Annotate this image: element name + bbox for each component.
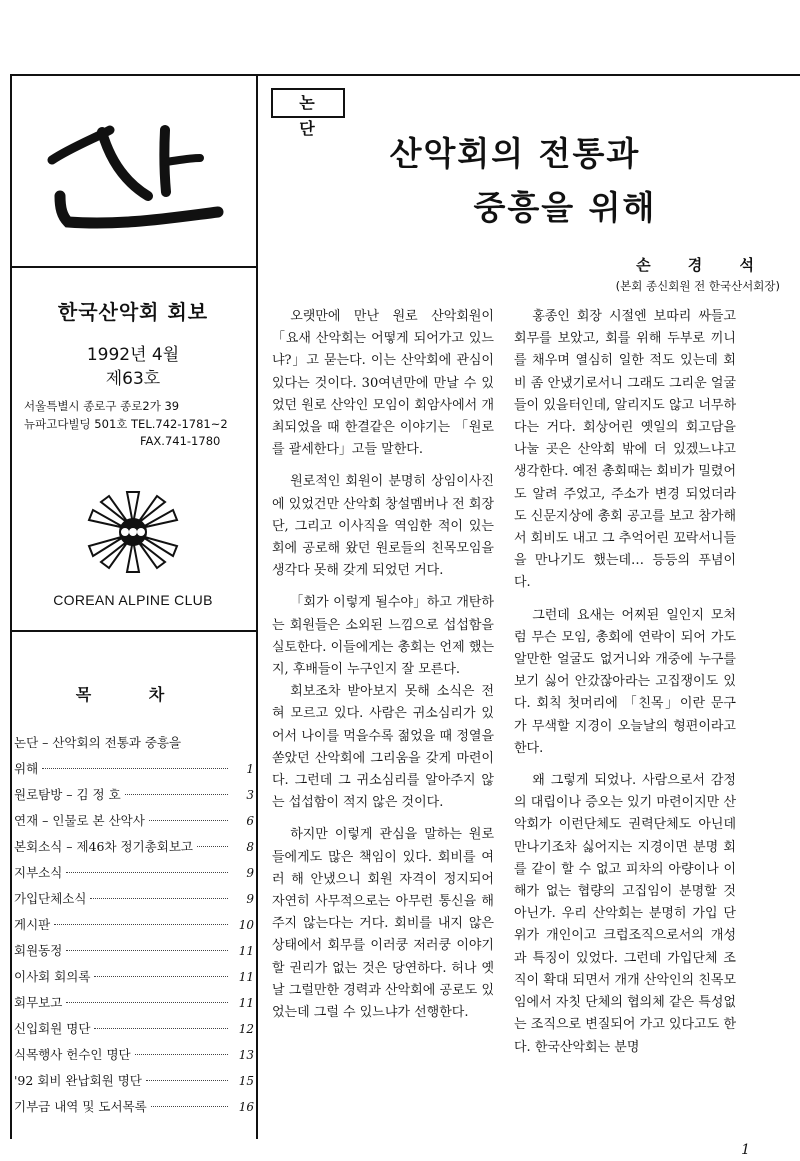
paragraph: 왜 그렇게 되었나. 사람으로서 감정의 대립이나 증오는 있기 마련이지만 산악회가 이런단체도 권력단체도 아닌데 만나기조차 싫어지는 지경이면 분명 회를 같이 할 수 없고 피차의 아량이나 이해가 없는 협량의 고집임이 분명할 것 아닌가. 우리 산악회는 분명히 가입 단위가 개인이고 크럽조직으로서의 개성과 특징이 있었다. 그런데 가입단체 조직이 확대 되면서 개개 산악인의 친목모임에서 자칫 단체의 협의체 같은 특성없는 조직으로 변질되어 가고 있다고도 한다. 한국산악회는 분명 <box>514 773 736 1055</box>
headline: 산악회의 전통과 <box>389 134 641 173</box>
article-column-1 <box>272 306 494 1024</box>
masthead-calligraphy-logo <box>40 100 230 240</box>
article-column-2 <box>514 306 736 1059</box>
paragraph: 그런데 요새는 어찌된 일인지 모처럼 무슨 모임, 총회에 연락이 되어 가도 알만한 얼굴도 없거니와 개중에 누구를 보기 싫어 안갔잖아라는 고집쟁이도 있다. 회칙 첫머리에 「친목」이란 문구가 무색할 지경이 오늘날의 형편이라고 한다. <box>514 607 736 756</box>
author-title: (본회 종신회원 전 한국산서회장) <box>615 279 780 293</box>
toc-item[interactable]: 원로탐방 – 김 정 호 3 <box>14 787 254 802</box>
toc-item[interactable]: 게시판 10 <box>14 917 254 932</box>
page-number: 1 <box>741 1142 750 1158</box>
column-divider <box>256 74 258 1139</box>
fax-line: FAX.741-1780 <box>140 434 221 448</box>
toc-item[interactable]: 연재 – 인물로 본 산악사 6 <box>14 813 254 828</box>
toc-item[interactable]: 신입회원 명단 12 <box>14 1021 254 1036</box>
club-name: COREAN ALPINE CLUB <box>53 592 213 608</box>
left-rule <box>10 74 12 1139</box>
section-label: 논 단 <box>271 88 345 118</box>
toc-item[interactable]: 기부금 내역 및 도서목록 16 <box>14 1099 254 1114</box>
paragraph: 오랫만에 만난 원로 산악회원이 「요새 산악회는 어떻게 되어가고 있느냐?」고 묻는다. 이는 산악회에 관심이 있다는 것이다. 30여년만에 만날 수 있었던 원로 산악인 모임이 회암사에서 개최되었을 때 한결같은 이야기는 「원로를 괄세한다」고들 말한다. <box>272 309 494 458</box>
masthead-divider <box>10 266 256 268</box>
toc-item[interactable]: 이사회 회의록 11 <box>14 969 254 984</box>
issue-number: 제63호 <box>105 369 161 389</box>
toc-item[interactable]: 논단 – 산악회의 전통과 중흥을 <box>14 735 182 750</box>
address-line: 뉴파고다빌딩 501호 TEL.742-1781~2 <box>24 417 228 431</box>
paragraph: 하지만 이렇게 관심을 말하는 원로들에게도 많은 책임이 있다. 회비를 여러 해 안냈으니 회원 자격이 정지되어 자연히 사무적으로는 아무런 통신을 해 주지 않는다는 거다. 회비를 내지 않은 상태에서 회무를 이러쿵 저러쿵 이야기할 권리가 없는 것은 당연하다. 허나 옛날 그럴만한 경력과 산악회에 공로도 있었는데 그럴 수 있느냐가 선행한다. <box>272 827 494 1021</box>
address-line: 서울특별시 종로구 종로2가 39 <box>24 399 180 413</box>
toc-item[interactable]: 지부소식 9 <box>14 865 254 880</box>
toc-heading: 목 차 <box>75 685 191 704</box>
issue-date: 1992년 4월 <box>86 345 180 365</box>
top-rule <box>10 74 800 76</box>
table-of-contents <box>14 730 254 1120</box>
author-name: 손 경 석 <box>636 256 770 274</box>
toc-item[interactable]: 회무보고 11 <box>14 995 254 1010</box>
toc-item[interactable]: 회원동정 11 <box>14 943 254 958</box>
paragraph: 「회가 이렇게 될수야」하고 개탄하는 회원들은 소외된 느낌으로 섭섭함을 실토한다. 이들에게는 총회는 언제 했는지, 후배들이 누구인지 잘 모른다. <box>272 595 494 678</box>
toc-divider <box>10 630 256 632</box>
toc-item[interactable]: 가입단체소식 9 <box>14 891 254 906</box>
paragraph: 원로적인 회원이 분명히 상임이사진에 있었건만 산악회 창설멤버나 전 회장단, 그리고 이사직을 역임한 적이 있는 회에 공로해 왔던 원로들의 친목모임을 생각다 못해 갖게 되었던 거다. <box>272 474 494 579</box>
paragraph: 홍종인 회장 시절엔 보따리 싸들고 회무를 보았고, 회를 위해 두부로 끼니를 채우며 열심히 일한 적도 있는데 회비 좀 안냈기로서니 그래도 그리운 얼굴들이 있을터인데, 알리지도 않고 너무하다는 거다. 회상어린 옛일의 회고담을 나눌 곳은 산악회 밖에 더 있겠느냐고 생각한다. 예전 총회때는 회비가 밀렸어도 알려 주었고, 주소가 변경 되었더라도 신문지상에 총회 공고를 보고 참가해서 회비도 내고 그 추억어린 꼬락서니들을 만나기도 했는데… 등등의 푸념이다. <box>514 309 736 591</box>
club-emblem-icon <box>78 488 188 576</box>
toc-item[interactable]: '92 회비 완납회원 명단 15 <box>14 1073 254 1088</box>
toc-item[interactable]: 본회소식 – 제46차 정기총회보고 8 <box>14 839 254 854</box>
headline: 중흥을 위해 <box>473 188 657 227</box>
bulletin-name: 한국산악회 회보 <box>57 300 209 324</box>
toc-item[interactable]: 식목행사 헌수인 명단 13 <box>14 1047 254 1062</box>
paragraph: 회보조차 받아보지 못해 소식은 전혀 모르고 있다. 사람은 귀소심리가 있어서 나이를 먹을수록 젊었을 때 정열을 쏟았던 산악회에 그리움을 갖게 마련이다. 그런데 그 귀소심리를 알아주지 않는 섭섭함이 적지 않은 것이다. <box>272 684 494 811</box>
toc-item[interactable]: 위해 1 <box>14 761 254 776</box>
